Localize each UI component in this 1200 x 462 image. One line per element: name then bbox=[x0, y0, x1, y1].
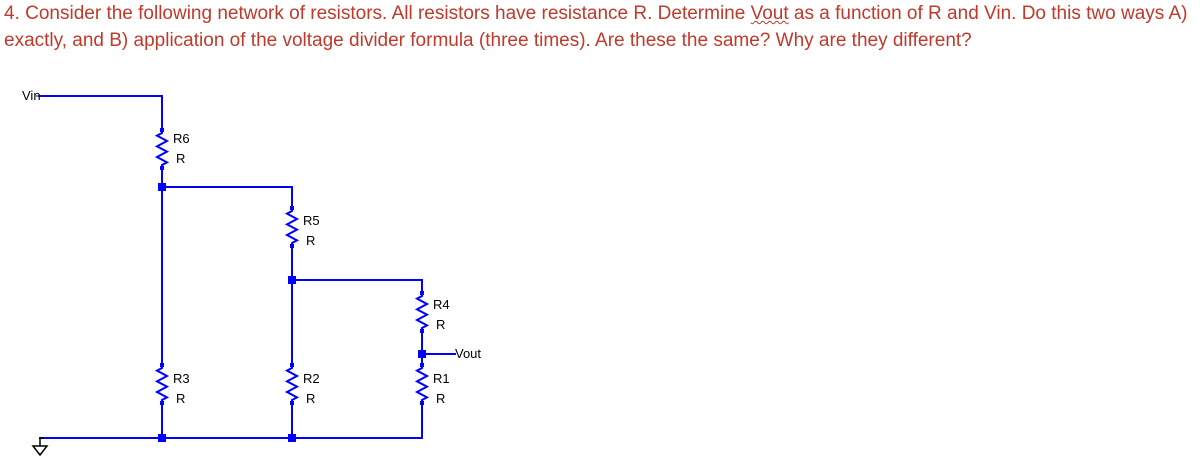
node-r6-bottom bbox=[158, 183, 166, 191]
vin-label: Vin bbox=[22, 88, 41, 103]
terminal-dot bbox=[160, 166, 164, 170]
resistor-r4 bbox=[417, 293, 427, 331]
terminal-dot bbox=[290, 401, 294, 405]
resistor-value-r6: R bbox=[176, 151, 186, 166]
terminal-dot bbox=[290, 363, 294, 367]
wire-top-rung bbox=[162, 187, 292, 208]
node-ground-left bbox=[158, 434, 166, 442]
resistor-label-r2: R2 bbox=[303, 371, 320, 386]
resistor-label-r3: R3 bbox=[173, 371, 190, 386]
node-ground-mid bbox=[288, 434, 296, 442]
terminal-dot bbox=[160, 128, 164, 132]
node-r5-bottom bbox=[288, 276, 296, 284]
resistor-r2 bbox=[287, 365, 297, 403]
resistor-label-r1: R1 bbox=[433, 371, 450, 386]
circuit-labels bbox=[22, 88, 481, 406]
ground-icon bbox=[33, 438, 47, 455]
terminal-dot bbox=[420, 401, 424, 405]
terminal-dot bbox=[290, 244, 294, 248]
question-part2: as a function of R and Vin. Do this two ways A) exactly, and B) application of the voltage divider formula (three times). Are these the same? Why are they different? bbox=[4, 3, 1188, 51]
terminal-dot bbox=[420, 291, 424, 295]
resistor-symbol bbox=[287, 208, 297, 246]
resistor-label-r6: R6 bbox=[173, 131, 190, 146]
vout-label: Vout bbox=[455, 346, 482, 361]
resistor-symbol bbox=[287, 365, 297, 403]
question-vout-word: Vout bbox=[750, 3, 789, 24]
resistor-value-r3: R bbox=[176, 391, 186, 406]
resistor-r3 bbox=[157, 365, 167, 403]
wire-vin bbox=[40, 96, 162, 130]
resistor-symbol bbox=[417, 293, 427, 331]
terminal-dot bbox=[160, 401, 164, 405]
resistor-value-r2: R bbox=[306, 391, 316, 406]
resistor-symbol bbox=[157, 365, 167, 403]
resistor-r5 bbox=[287, 208, 297, 246]
resistor-label-r4: R4 bbox=[433, 297, 450, 312]
ground-symbol bbox=[33, 438, 47, 455]
terminal-dot bbox=[420, 363, 424, 367]
resistor-r6 bbox=[157, 130, 167, 168]
terminal-dot bbox=[420, 329, 424, 333]
terminal-dot bbox=[290, 206, 294, 210]
terminal-dot bbox=[160, 363, 164, 367]
wire-mid-rung bbox=[292, 280, 422, 293]
resistor-value-r1: R bbox=[436, 391, 446, 406]
resistor-r1 bbox=[417, 365, 427, 403]
node-vout bbox=[418, 350, 426, 358]
resistor-symbol bbox=[157, 130, 167, 168]
resistor-label-r5: R5 bbox=[303, 213, 320, 228]
resistor-value-r4: R bbox=[436, 317, 446, 332]
resistor-symbol bbox=[417, 365, 427, 403]
resistor-value-r5: R bbox=[306, 233, 316, 248]
question-part1: 4. Consider the following network of resistors. All resistors have resistance R. Determine bbox=[4, 3, 751, 24]
circuit-wires bbox=[40, 96, 455, 438]
